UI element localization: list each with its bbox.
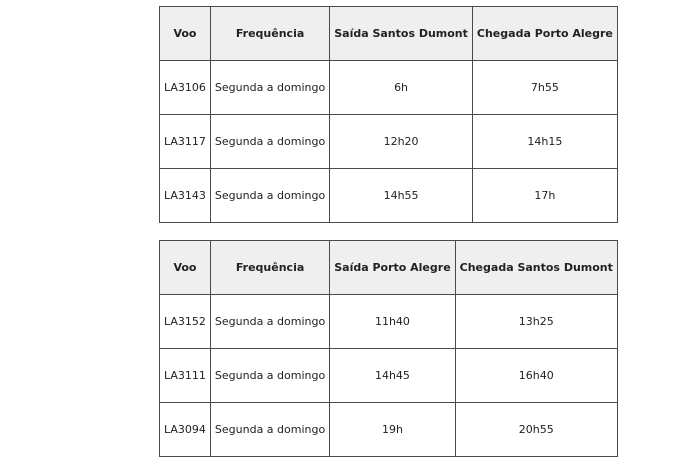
frequency-cell: Segunda a domingo xyxy=(210,295,329,349)
column-header-arrival: Chegada Santos Dumont xyxy=(455,241,617,295)
column-header-departure: Saída Santos Dumont xyxy=(330,7,473,61)
table-row xyxy=(160,295,618,349)
frequency-cell: Segunda a domingo xyxy=(210,349,329,403)
column-header-flight: Voo xyxy=(160,7,211,61)
flight-number-cell: LA3094 xyxy=(160,403,211,457)
flight-number-cell: LA3152 xyxy=(160,295,211,349)
flight-number-cell: LA3106 xyxy=(160,61,211,115)
departure-time-cell: 11h40 xyxy=(330,295,455,349)
column-header-frequency: Frequência xyxy=(210,7,329,61)
arrival-time-cell: 17h xyxy=(472,169,617,223)
table-header-row xyxy=(160,241,618,295)
arrival-time-cell: 14h15 xyxy=(472,115,617,169)
column-header-departure: Saída Porto Alegre xyxy=(330,241,455,295)
flight-table-porto-alegre-to-santos-dumont xyxy=(159,240,618,457)
flight-number-cell: LA3117 xyxy=(160,115,211,169)
flight-table-santos-dumont-to-porto-alegre xyxy=(159,6,618,223)
arrival-time-cell: 13h25 xyxy=(455,295,617,349)
table-row xyxy=(160,169,618,223)
table-row xyxy=(160,349,618,403)
table-row xyxy=(160,115,618,169)
departure-time-cell: 6h xyxy=(330,61,473,115)
departure-time-cell: 14h55 xyxy=(330,169,473,223)
table-header-row xyxy=(160,7,618,61)
arrival-time-cell: 7h55 xyxy=(472,61,617,115)
frequency-cell: Segunda a domingo xyxy=(210,115,329,169)
departure-time-cell: 14h45 xyxy=(330,349,455,403)
departure-time-cell: 19h xyxy=(330,403,455,457)
table-row xyxy=(160,61,618,115)
column-header-flight: Voo xyxy=(160,241,211,295)
arrival-time-cell: 16h40 xyxy=(455,349,617,403)
frequency-cell: Segunda a domingo xyxy=(210,61,329,115)
frequency-cell: Segunda a domingo xyxy=(210,403,329,457)
frequency-cell: Segunda a domingo xyxy=(210,169,329,223)
flight-number-cell: LA3143 xyxy=(160,169,211,223)
departure-time-cell: 12h20 xyxy=(330,115,473,169)
arrival-time-cell: 20h55 xyxy=(455,403,617,457)
column-header-arrival: Chegada Porto Alegre xyxy=(472,7,617,61)
column-header-frequency: Frequência xyxy=(210,241,329,295)
flight-number-cell: LA3111 xyxy=(160,349,211,403)
table-row xyxy=(160,403,618,457)
